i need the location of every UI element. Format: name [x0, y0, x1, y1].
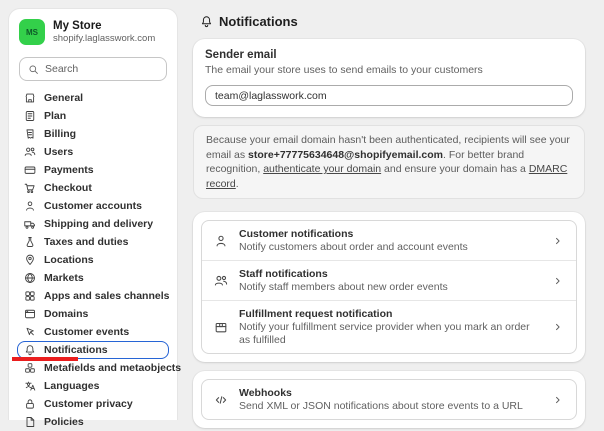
billing-icon	[24, 128, 36, 140]
sidebar-item-shipping-and-delivery[interactable]: Shipping and delivery	[17, 215, 169, 233]
sidebar-item-users[interactable]: Users	[17, 143, 169, 161]
metafields-icon	[24, 362, 36, 374]
sidebar-item-domains[interactable]: Domains	[17, 305, 169, 323]
globe-icon	[24, 272, 36, 284]
sidebar-item-markets[interactable]: Markets	[17, 269, 169, 287]
fallback-email-address: store+77775634648@shopifyemail.com	[248, 148, 443, 161]
search-input[interactable]	[19, 57, 167, 81]
list-item-webhooks[interactable]	[202, 380, 576, 419]
store-avatar: MS	[19, 19, 45, 45]
chevron-right-icon	[552, 275, 564, 287]
store-icon	[24, 92, 36, 104]
search-icon	[28, 64, 39, 75]
sidebar-item-customer-privacy[interactable]: Customer privacy	[17, 395, 169, 413]
chevron-right-icon	[552, 321, 564, 333]
staff-icon	[214, 274, 228, 288]
payments-icon	[24, 164, 36, 176]
sidebar-item-billing[interactable]: Billing	[17, 125, 169, 143]
sidebar-item-general[interactable]: General	[17, 89, 169, 107]
sidebar-item-taxes-and-duties[interactable]: Taxes and duties	[17, 233, 169, 251]
sidebar-item-languages[interactable]: Languages	[17, 377, 169, 395]
list-item-staff-notifications[interactable]	[202, 260, 576, 300]
person-icon	[24, 200, 36, 212]
sidebar-item-metafields-and-metaobjects[interactable]: Metafields and metaobjects	[17, 359, 169, 377]
chevron-right-icon	[552, 394, 564, 406]
sidebar-item-notifications[interactable]: Notifications	[17, 341, 169, 359]
sidebar-item-customer-events[interactable]: Customer events	[17, 323, 169, 341]
webhooks-card	[193, 371, 585, 428]
list-item-fulfillment-request-notification[interactable]	[202, 300, 576, 353]
webhooks-list	[201, 379, 577, 420]
apps-grid-icon	[24, 290, 36, 302]
page-title: Notifications	[219, 14, 298, 29]
authenticate-domain-link[interactable]: authenticate your domain	[263, 163, 382, 175]
list-item-customer-notifications[interactable]	[202, 221, 576, 260]
annotation-red-underline	[12, 357, 78, 361]
flask-icon	[24, 236, 36, 248]
row-description: Notify customers about order and account events	[239, 241, 468, 253]
store-domain: shopify.laglasswork.com	[53, 32, 156, 44]
cart-icon	[24, 182, 36, 194]
row-title: Webhooks	[239, 387, 292, 399]
chevron-right-icon	[552, 235, 564, 247]
row-title: Fulfillment request notification	[239, 308, 393, 320]
store-name: My Store	[53, 19, 102, 32]
search-placeholder: Search	[45, 63, 79, 75]
row-description: Send XML or JSON notifications about store events to a URL	[239, 400, 523, 412]
banner-text: Because your email domain hasn't been authenticated, recipients will see your email as	[206, 134, 570, 161]
sidebar-item-apps-and-sales-channels[interactable]: Apps and sales channels	[17, 287, 169, 305]
banner-text: and ensure your domain has a	[381, 163, 529, 175]
sender-email-field[interactable]	[205, 85, 573, 106]
pin-icon	[24, 254, 36, 266]
sender-email-description: The email your store uses to send emails to your customers	[205, 64, 483, 76]
lock-icon	[24, 398, 36, 410]
banner-text: . For better brand recognition,	[206, 148, 525, 175]
browser-icon	[24, 308, 36, 320]
settings-nav	[9, 89, 182, 431]
document-icon	[24, 416, 36, 428]
domain-auth-banner	[193, 125, 585, 199]
settings-sidebar	[8, 8, 182, 428]
row-description: Notify staff members about new order events	[239, 281, 448, 293]
cursor-icon	[24, 326, 36, 338]
users-icon	[24, 146, 36, 158]
banner-text: .	[235, 177, 239, 190]
notifications-list	[201, 220, 577, 354]
sidebar-item-policies[interactable]: Policies	[17, 413, 169, 431]
sidebar-item-customer-accounts[interactable]: Customer accounts	[17, 197, 169, 215]
sidebar-item-locations[interactable]: Locations	[17, 251, 169, 269]
notifications-bell-icon	[200, 15, 213, 28]
code-icon	[214, 393, 228, 407]
row-description: Notify your fulfillment service provider when you mark an order as fulfilled	[239, 321, 530, 346]
main-content	[178, 0, 604, 420]
notifications-card	[193, 212, 585, 362]
store-header[interactable]	[9, 9, 177, 53]
dmarc-record-link[interactable]: DMARC record	[206, 163, 568, 190]
store-meta	[53, 20, 155, 45]
row-title: Staff notifications	[239, 268, 328, 280]
person-icon	[214, 234, 228, 248]
row-title: Customer notifications	[239, 228, 354, 240]
page-header	[200, 14, 585, 29]
sidebar-item-payments[interactable]: Payments	[17, 161, 169, 179]
package-icon	[214, 320, 228, 334]
sender-email-title: Sender email	[205, 49, 277, 61]
plan-icon	[24, 110, 36, 122]
sender-email-card	[193, 39, 585, 117]
sidebar-item-checkout[interactable]: Checkout	[17, 179, 169, 197]
bell-icon	[24, 344, 36, 356]
truck-icon	[24, 218, 36, 230]
translate-icon	[24, 380, 36, 392]
sidebar-item-plan[interactable]: Plan	[17, 107, 169, 125]
